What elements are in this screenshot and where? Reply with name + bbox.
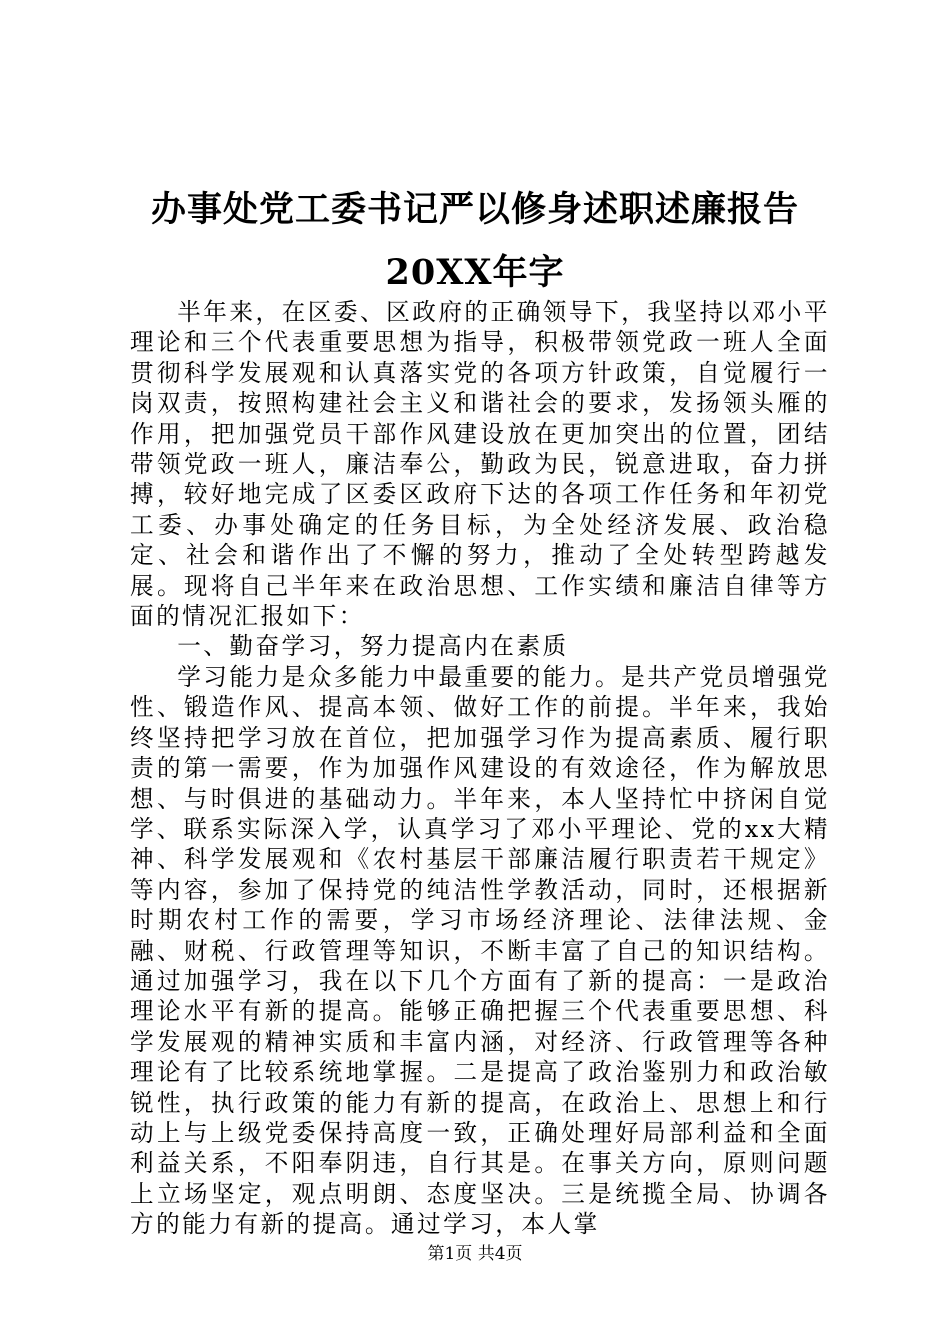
document-title: 办事处党工委书记严以修身述职述廉报告: [150, 189, 799, 230]
document-body: [130, 297, 830, 1240]
document-title-subline: 20XX年字: [385, 252, 565, 293]
body-paragraph: 半年来，在区委、区政府的正确领导下，我坚持以邓小平理论和三个代表重要思想为指导，积极带领党政一班人全面贯彻科学发展观和认真落实党的各项方针政策，自觉履行一岗双责，按照构建社会主义和谐社会的要求，发扬领头雁的作用，把加强党员干部作风建设放在更加突出的位置，团结带领党政一班人，廉洁奉公，勤政为民，锐意进取，奋力拼搏，较好地完成了区委区政府下达的各项工作任务和年初党工委、办事处确定的任务目标，为全处经济发展、政治稳定、社会和谐作出了不懈的努力，推动了全处转型跨越发展。现将自己半年来在政治思想、工作实绩和廉洁自律等方面的情况汇报如下：: [130, 298, 830, 631]
body-paragraph: 学习能力是众多能力中最重要的能力。是共产党员增强党性、锻造作风、提高本领、做好工作的前提。半年来，我始终坚持把学习放在首位，把加强学习作为提高素质、履行职责的第一需要，作为加强作风建设的有效途径，作为解放思想、与时俱进的基础动力。半年来，本人坚持忙中挤闲自觉学、联系实际深入学，认真学习了邓小平理论、党的xx大精神、科学发展观和《农村基层干部廉洁履行职责若干规定》等内容，参加了保持党的纯洁性学教活动，同时，还根据新时期农村工作的需要，学习市场经济理论、法律法规、金融、财税、行政管理等知识，不断丰富了自己的知识结构。通过加强学习，我在以下几个方面有了新的提高：一是政治理论水平有新的提高。能够正确把握三个代表重要思想、科学发展观的精神实质和丰富内涵，对经济、行政管理等各种理论有了比较系统地掌握。二是提高了政治鉴别力和政治敏锐性，执行政策的能力有新的提高，在政治上、思想上和行动上与上级党委保持高度一致，正确处理好局部利益和全面利益关系，不阳奉阴违，自行其是。在事关方向，原则问题上立场坚定，观点明朗、态度坚决。三是统揽全局、协调各方的能力有新的提高。通过学习，本人掌: [130, 662, 830, 1239]
page-footer: 第1页 共4页: [427, 1244, 523, 1264]
section-heading: 一、勤奋学习，努力提高内在素质: [177, 632, 569, 661]
